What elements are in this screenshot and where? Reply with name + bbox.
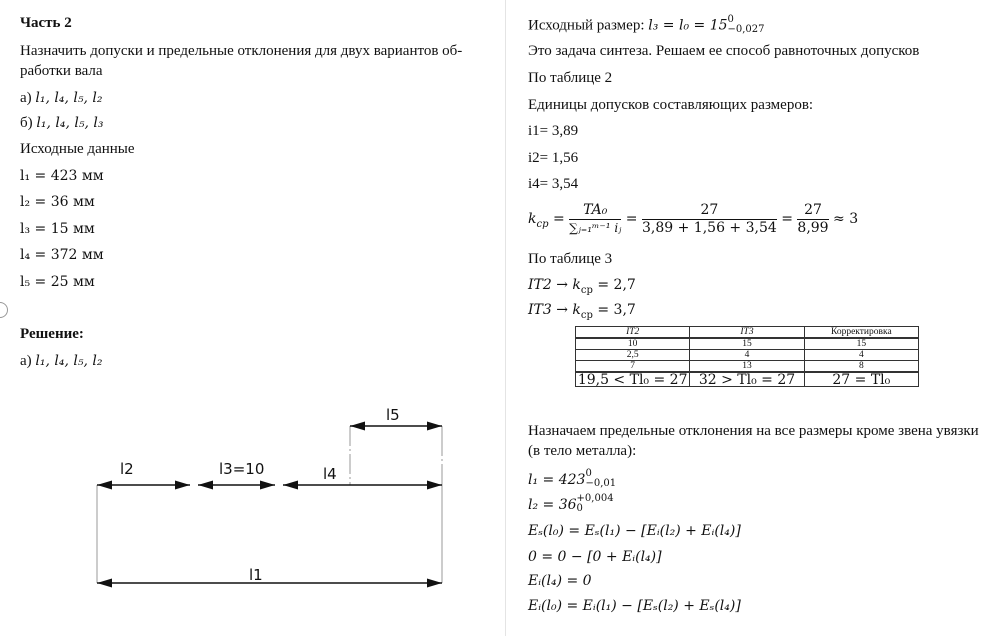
label-l2: l2 <box>120 460 134 478</box>
it2-value: = 2,7 <box>592 277 636 293</box>
equation-4: Eᵢ(l₀) = Eᵢ(l₁) − [Eₛ(l₂) + Eₛ(l₄)] <box>528 598 741 614</box>
task-text-line2: работки вала <box>20 63 103 79</box>
label-l4: l4 <box>323 465 337 483</box>
cell: 8 <box>804 361 918 373</box>
equation-2: 0 = 0 − [0 + Eᵢ(l₄)] <box>528 549 662 565</box>
header-it2: IT2 <box>576 327 690 339</box>
cell: 7 <box>576 361 690 373</box>
dim-l2: l₂ = 36 мм <box>20 194 95 210</box>
synthesis-text: Это задача синтеза. Решаем ее способ равноточных допусков <box>528 43 920 59</box>
solution-a-formula: l₁, l₄, l₅, l₂ <box>35 353 103 369</box>
k-denominator-3: 8,99 <box>797 219 829 236</box>
cell: 10 <box>576 338 690 350</box>
table-header-row <box>576 327 919 339</box>
deviations-text-line2: (в тело металла): <box>528 443 637 459</box>
dim-l3: l₃ = 15 мм <box>20 221 95 237</box>
k-numerator-3: 27 <box>797 202 828 220</box>
cell: 4 <box>690 350 804 361</box>
source-size-lower: −0,027 <box>727 24 765 35</box>
part-title: Часть 2 <box>20 15 72 31</box>
variant-a-label: а) <box>20 90 36 106</box>
task-text-line1: Назначить допуски и предельные отклонения для двух вариантов об- <box>20 43 463 59</box>
cell: 32 > Tl₀ = 27 <box>690 372 804 387</box>
unit-i1: i1= 3,89 <box>528 123 579 139</box>
k-symbol: k <box>528 211 537 227</box>
dim-l1: l₁ = 423 мм <box>20 168 104 184</box>
cell: 13 <box>690 361 804 373</box>
header-correction: Корректировка <box>804 327 918 339</box>
variant-b-formula: l₁, l₄, l₅, l₃ <box>36 115 104 131</box>
source-data-label: Исходные данные <box>20 141 135 157</box>
variant-a-formula: l₁, l₄, l₅, l₂ <box>35 90 103 106</box>
cell: 15 <box>804 338 918 350</box>
k-subscript: cp <box>536 218 549 230</box>
dim-l5: l₅ = 25 мм <box>20 274 95 290</box>
it3-sub: ср <box>580 309 593 321</box>
unit-i4: i4= 3,54 <box>528 176 579 192</box>
l1-base: l₁ = 423 <box>528 472 586 488</box>
label-l5: l5 <box>386 406 400 424</box>
l2-base: l₂ = 36 <box>528 497 577 513</box>
table3-ref: По таблице 3 <box>528 251 613 267</box>
it3-line <box>528 301 636 325</box>
k-numerator-1: TA₀ <box>569 202 621 220</box>
equation-1: Eₛ(l₀) = Eₛ(l₁) − [Eᵢ(l₂) + Eᵢ(l₄)] <box>528 523 741 539</box>
l1-lower: −0,01 <box>585 478 617 489</box>
tolerance-table <box>575 326 919 387</box>
source-size <box>528 16 765 36</box>
solution-a-label: а) <box>20 353 36 369</box>
table-row <box>576 350 919 361</box>
table-row <box>576 338 919 350</box>
table-total-row <box>576 372 919 387</box>
source-size-upper: 0 <box>727 14 734 25</box>
cell: 4 <box>804 350 918 361</box>
units-label: Единицы допусков составляющих размеров: <box>528 97 814 113</box>
deviations-text-line1: Назначаем предельные отклонения на все размеры кроме звена увязки <box>528 423 979 439</box>
it3-text: IT3 → k <box>528 302 581 318</box>
source-size-formula: l₃ = l₀ = 15 <box>648 17 728 34</box>
it2-line <box>528 276 636 300</box>
k-denominator-1: ∑ⱼ₌₁ᵐ⁻¹ iⱼ <box>569 220 622 235</box>
cell: 15 <box>690 338 804 350</box>
unit-i2: i2= 1,56 <box>528 150 579 166</box>
variant-b-label: б) <box>20 115 37 131</box>
header-it3: IT3 <box>690 327 804 339</box>
k-formula: $k_{cp}$ = $\frac{\text{TA₀}}{\text{∑ⱼ₌₁ᵐ⁻¹ iⱼ}}$ = $\frac{27}{3,89 + 1,56 + 3,54}$ = $\frac{27}{8,99}$ ≈ 3 <box>528 201 859 236</box>
l2-upper: +0,004 <box>576 493 614 504</box>
label-l1: l1 <box>249 566 263 584</box>
it2-text: IT2 → k <box>528 277 581 293</box>
k-result: ≈ 3 <box>833 211 859 227</box>
cell: 27 = Tl₀ <box>804 372 918 387</box>
source-size-label: Исходный размер: <box>528 17 649 34</box>
dim-l4: l₄ = 372 мм <box>20 247 104 263</box>
table2-ref: По таблице 2 <box>528 70 613 86</box>
column-divider <box>505 0 506 636</box>
equation-3: Eᵢ(l₄) = 0 <box>528 573 592 589</box>
it3-value: = 3,7 <box>592 302 636 318</box>
l1-deviation <box>528 470 616 490</box>
solution-label: Решение: <box>20 326 84 342</box>
l2-deviation <box>528 495 614 515</box>
k-denominator-2: 3,89 + 1,56 + 3,54 <box>642 219 777 236</box>
it2-sub: ср <box>580 284 593 296</box>
label-l3: l3=10 <box>219 460 265 478</box>
table-row <box>576 361 919 373</box>
cell: 19,5 < Tl₀ = 27 <box>576 372 690 387</box>
k-numerator-2: 27 <box>642 202 777 220</box>
l1-upper: 0 <box>585 468 592 479</box>
cell: 2,5 <box>576 350 690 361</box>
l2-lower: 0 <box>576 503 583 514</box>
